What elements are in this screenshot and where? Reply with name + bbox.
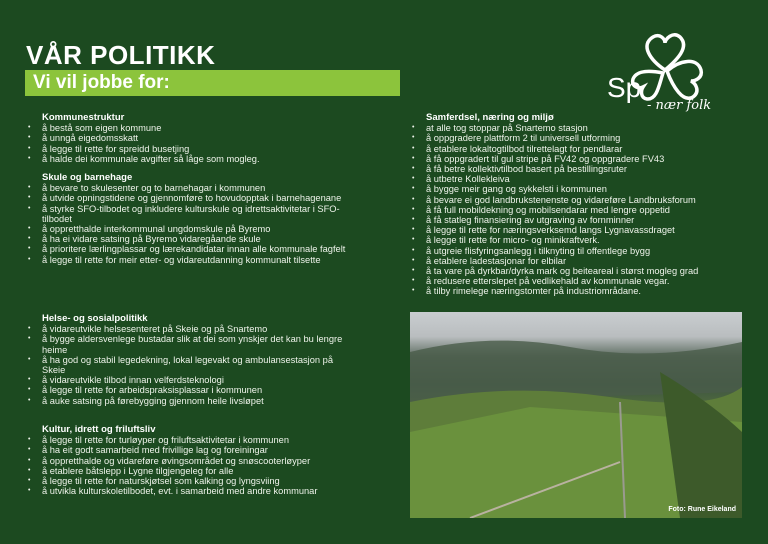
section-samferdsel [412,113,757,297]
logo-slogan: - nær folk [647,98,712,113]
list-item: • å tilby rimelege næringstomter på industriområdane. [412,286,757,296]
section-heading: Helse- og sosialpolitikk [42,313,148,324]
list-item: • å ha eit godt samarbeid med frivillige lag og foreiningar [28,445,398,455]
section-heading: Samferdsel, næring og miljø [426,112,554,123]
list-item: • å legge til rette for arbeidspraksisplassar i kommunen [28,385,358,395]
valley-illustration [410,312,742,518]
list-item: • å legge til rette for meir etter- og vidareutdanning kommunalt tilsette [28,255,358,265]
list-item: • å ha god og stabil legedekning, lokal legevakt og ambulansestasjon på Skeie [28,355,358,375]
list-item: • å oppgradere plattform 2 til universell utforming [412,133,757,143]
list-item: • å bevare ei god landbrukstenenste og vidareføre Landbruksforum [412,195,757,205]
list-item: • å oppretthalde interkommunal ungdomskule på Byremo [28,224,358,234]
sp-logo [605,25,735,115]
section-kommunestruktur [28,113,398,164]
list-item: • å prioritere lærlingplassar og lærekandidatar innan alle kommunale fagfelt [28,244,358,254]
list-item: • å vidareutvikle helsesenteret på Skeie og på Snartemo [28,324,358,334]
list-item: • å utvikla kulturskoletilbodet, evt. i samarbeid med andre kommunar [28,486,398,496]
list-item: • å vidareutvikle tilbod innan velferdsteknologi [28,375,358,385]
list-item: • å etablere båtslepp i Lygne tilgjengeleg for alle [28,466,398,476]
section-helse [28,314,358,406]
list-item: • å halde dei kommunale avgifter så låge som mogleg. [28,154,398,164]
list-item: • å unngå eigedomsskatt [28,133,398,143]
list-item: • å få statleg finansiering av utgraving av fornminner [412,215,757,225]
list-item: • å etablere lokaltogtilbod tilrettelagt for pendlarar [412,144,757,154]
list-item: • å oppretthalde og vidareføre øvingsområdet og snøscooterløyper [28,456,398,466]
list-item: • å bestå som eigen kommune [28,123,398,133]
list-item: • å legge til rette for turløyper og friluftsaktivitetar i kommunen [28,435,398,445]
list-item: • å legge til rette for næringsverksemd langs Lygnavassdraget [412,225,757,235]
list-item: • å bygge meir gang og sykkelsti i kommunen [412,184,757,194]
list-item: • å auke satsing på førebygging gjennom heile livsløpet [28,396,358,406]
list-item: • å etablere ladestasjonar for elbilar [412,256,757,266]
list-item: • å ta vare på dyrkbar/dyrka mark og beiteareal i størst mogleg grad [412,266,757,276]
list-item: • å legge til rette for naturskjøtsel som kalking og lyngsviing [28,476,398,486]
section-heading: Skule og barnehage [42,172,133,183]
section-heading: Kommunestruktur [42,112,125,123]
list-item: • å bygge aldersvenlege bustadar slik at dei som ynskjer det kan bu lengre heime [28,334,358,354]
section-skule [28,173,358,265]
landscape-photo [410,312,742,518]
list-item: • å legge til rette for micro- og minikraftverk. [412,235,757,245]
list-item: • å få full mobildekning og mobilsendarar med lengre oppetid [412,205,757,215]
subtitle-band: Vi vil jobbe for: [25,70,400,96]
list-item: • å bevare to skulesenter og to barnehagar i kommunen [28,183,358,193]
logo-sp-text: Sp [607,72,642,103]
list-item: • å få oppgradert til gul stripe på FV42 og oppgradere FV43 [412,154,757,164]
list-item: • å utbetre Kollekleiva [412,174,757,184]
list-item: • at alle tog stoppar på Snartemo stasjon [412,123,757,133]
list-item: • å få betre kollektivtilbod basert på bestillingsruter [412,164,757,174]
list-item: • å legge til rette for spreidd busetjing [28,144,398,154]
section-heading: Kultur, idrett og friluftsliv [42,424,156,435]
clover-icon [605,25,735,115]
page-title: VÅR POLITIKK [26,40,216,70]
section-kultur [28,425,398,496]
photo-credit: Foto: Rune Eikeland [668,506,736,513]
list-item: • å ha ei vidare satsing på Byremo vidaregåande skule [28,234,358,244]
list-item: • å styrke SFO-tilbodet og inkludere kulturskule og idrettsaktivitetar i SFO-tilbodet [28,204,358,224]
list-item: • å redusere etterslepet på vedlikehald av kommunale vegar. [412,276,757,286]
list-item: • å utgreie flisfyringsanlegg i tilknyting til offentlege bygg [412,246,757,256]
list-item: • å utvide opningstidene og gjennomføre to hovudopptak i barnehagenane [28,193,358,203]
